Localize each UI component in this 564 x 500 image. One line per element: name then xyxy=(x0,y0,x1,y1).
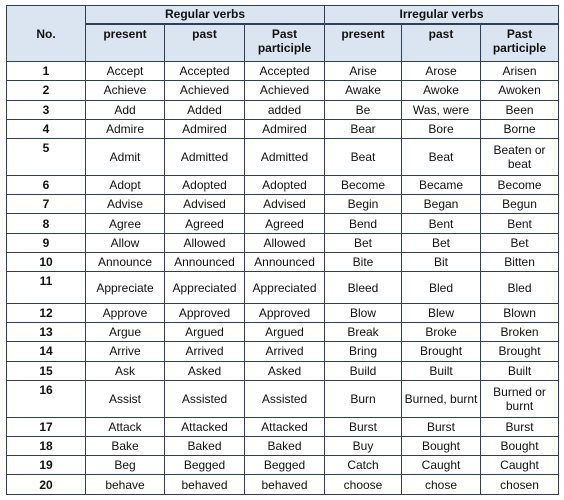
cell-regular-past: Advised xyxy=(165,195,245,214)
cell-regular-past-participle: Asked xyxy=(245,361,325,380)
table-row xyxy=(7,175,559,194)
cell-regular-past: Baked xyxy=(165,436,245,455)
row-number: 8 xyxy=(7,214,86,233)
header-regular-past: past xyxy=(165,24,245,62)
row-number: 11 xyxy=(7,272,86,304)
cell-regular-past: Appreciated xyxy=(165,272,245,304)
cell-regular-present: Admit xyxy=(86,139,165,176)
cell-regular-present: Adopt xyxy=(86,175,165,194)
cell-regular-present: Arrive xyxy=(86,342,165,361)
table-row xyxy=(7,361,559,380)
cell-irregular-past: Beat xyxy=(402,139,481,176)
cell-irregular-past-participle: Broken xyxy=(481,323,559,342)
cell-regular-present: Ask xyxy=(86,361,165,380)
cell-irregular-present: choose xyxy=(325,475,402,495)
table-row xyxy=(7,139,559,176)
row-number: 5 xyxy=(7,139,86,176)
cell-regular-past-participle: Argued xyxy=(245,323,325,342)
cell-regular-past: Assisted xyxy=(165,380,245,417)
cell-irregular-past: Built xyxy=(402,361,481,380)
table-row xyxy=(7,417,559,436)
cell-irregular-present: Burst xyxy=(325,417,402,436)
cell-regular-past: Allowed xyxy=(165,233,245,252)
cell-regular-past-participle: Allowed xyxy=(245,233,325,252)
cell-regular-present: Approve xyxy=(86,303,165,322)
cell-regular-past-participle: Assisted xyxy=(245,380,325,417)
cell-regular-present: Achieve xyxy=(86,81,165,100)
header-irregular-present: present xyxy=(325,24,402,62)
cell-regular-present: Allow xyxy=(86,233,165,252)
row-number: 17 xyxy=(7,417,86,436)
cell-irregular-past: Bent xyxy=(402,214,481,233)
cell-irregular-past-participle: Bitten xyxy=(481,252,559,271)
verb-rows xyxy=(7,62,559,495)
cell-regular-past-participle: Approved xyxy=(245,303,325,322)
cell-regular-past-participle: behaved xyxy=(245,475,325,495)
cell-regular-past-participle: Admitted xyxy=(245,139,325,176)
cell-irregular-present: Bleed xyxy=(325,272,402,304)
row-number: 12 xyxy=(7,303,86,322)
cell-irregular-past-participle: Caught xyxy=(481,456,559,475)
cell-regular-past: Approved xyxy=(165,303,245,322)
cell-irregular-present: Become xyxy=(325,175,402,194)
cell-irregular-past-participle: Begun xyxy=(481,195,559,214)
cell-irregular-past-participle: Been xyxy=(481,100,559,119)
cell-regular-past-participle: Agreed xyxy=(245,214,325,233)
header-regular-verbs: Regular verbs xyxy=(86,6,325,24)
cell-regular-present: Appreciate xyxy=(86,272,165,304)
cell-irregular-present: Bet xyxy=(325,233,402,252)
header-regular-present: present xyxy=(86,24,165,62)
row-number: 10 xyxy=(7,252,86,271)
cell-irregular-past: Arose xyxy=(402,62,481,81)
row-number: 9 xyxy=(7,233,86,252)
cell-irregular-past: Bled xyxy=(402,272,481,304)
cell-irregular-past-participle: chosen xyxy=(481,475,559,495)
cell-regular-past-participle: Achieved xyxy=(245,81,325,100)
cell-irregular-past: Bore xyxy=(402,119,481,138)
cell-regular-past-participle: Adopted xyxy=(245,175,325,194)
cell-regular-past: Achieved xyxy=(165,81,245,100)
cell-irregular-past: Became xyxy=(402,175,481,194)
cell-regular-past: Asked xyxy=(165,361,245,380)
row-number: 16 xyxy=(7,380,86,417)
header-no: No. xyxy=(7,6,86,62)
cell-irregular-past: Bought xyxy=(402,436,481,455)
cell-irregular-past-participle: Blown xyxy=(481,303,559,322)
cell-irregular-past: Bit xyxy=(402,252,481,271)
row-number: 2 xyxy=(7,81,86,100)
cell-regular-past: Arrived xyxy=(165,342,245,361)
cell-irregular-past-participle: Burned or burnt xyxy=(481,380,559,417)
row-number: 18 xyxy=(7,436,86,455)
cell-irregular-past: Caught xyxy=(402,456,481,475)
cell-irregular-past-participle: Borne xyxy=(481,119,559,138)
table-row xyxy=(7,233,559,252)
cell-regular-past: Adopted xyxy=(165,175,245,194)
cell-regular-present: Admire xyxy=(86,119,165,138)
cell-irregular-past: Broke xyxy=(402,323,481,342)
cell-regular-present: Add xyxy=(86,100,165,119)
cell-irregular-past-participle: Built xyxy=(481,361,559,380)
row-number: 20 xyxy=(7,475,86,495)
cell-irregular-present: Begin xyxy=(325,195,402,214)
table-row xyxy=(7,195,559,214)
table-row xyxy=(7,456,559,475)
cell-regular-past: Admitted xyxy=(165,139,245,176)
table-row xyxy=(7,323,559,342)
row-number: 15 xyxy=(7,361,86,380)
cell-regular-past: Accepted xyxy=(165,62,245,81)
cell-regular-present: Agree xyxy=(86,214,165,233)
header-regular-past-participle: Past participle xyxy=(245,24,325,62)
cell-irregular-past-participle: Beaten or beat xyxy=(481,139,559,176)
table-row xyxy=(7,436,559,455)
row-number: 19 xyxy=(7,456,86,475)
cell-regular-present: Bake xyxy=(86,436,165,455)
cell-regular-past: behaved xyxy=(165,475,245,495)
cell-irregular-past-participle: Become xyxy=(481,175,559,194)
cell-regular-past-participle: Baked xyxy=(245,436,325,455)
cell-irregular-past: Awoke xyxy=(402,81,481,100)
cell-irregular-present: Bite xyxy=(325,252,402,271)
cell-irregular-present: Bring xyxy=(325,342,402,361)
cell-regular-present: Argue xyxy=(86,323,165,342)
cell-regular-present: Attack xyxy=(86,417,165,436)
cell-irregular-past-participle: Bet xyxy=(481,233,559,252)
cell-irregular-past-participle: Brought xyxy=(481,342,559,361)
cell-regular-past: Admired xyxy=(165,119,245,138)
cell-irregular-present: Bend xyxy=(325,214,402,233)
cell-regular-present: behave xyxy=(86,475,165,495)
cell-irregular-past: Burned, burnt xyxy=(402,380,481,417)
cell-regular-past-participle: Appreciated xyxy=(245,272,325,304)
header-irregular-past: past xyxy=(402,24,481,62)
cell-irregular-past: Brought xyxy=(402,342,481,361)
table-row xyxy=(7,214,559,233)
table-row xyxy=(7,100,559,119)
row-number: 14 xyxy=(7,342,86,361)
cell-regular-past: Agreed xyxy=(165,214,245,233)
cell-regular-present: Announce xyxy=(86,252,165,271)
row-number: 13 xyxy=(7,323,86,342)
row-number: 3 xyxy=(7,100,86,119)
cell-irregular-present: Arise xyxy=(325,62,402,81)
cell-regular-past-participle: Announced xyxy=(245,252,325,271)
row-number: 7 xyxy=(7,195,86,214)
table-row xyxy=(7,62,559,81)
table-row xyxy=(7,342,559,361)
cell-regular-past-participle: added xyxy=(245,100,325,119)
cell-irregular-past: Bet xyxy=(402,233,481,252)
cell-regular-past-participle: Begged xyxy=(245,456,325,475)
cell-irregular-past-participle: Burst xyxy=(481,417,559,436)
cell-irregular-present: Beat xyxy=(325,139,402,176)
verb-table xyxy=(6,5,559,495)
cell-irregular-present: Burn xyxy=(325,380,402,417)
table-row xyxy=(7,272,559,304)
table-row xyxy=(7,81,559,100)
table-row xyxy=(7,252,559,271)
cell-irregular-past-participle: Bled xyxy=(481,272,559,304)
cell-irregular-present: Bear xyxy=(325,119,402,138)
cell-regular-past-participle: Attacked xyxy=(245,417,325,436)
table-row xyxy=(7,475,559,495)
cell-regular-present: Beg xyxy=(86,456,165,475)
cell-irregular-past: Blew xyxy=(402,303,481,322)
cell-irregular-present: Break xyxy=(325,323,402,342)
cell-irregular-past-participle: Bought xyxy=(481,436,559,455)
cell-irregular-past: Began xyxy=(402,195,481,214)
cell-regular-present: Advise xyxy=(86,195,165,214)
cell-regular-past: Argued xyxy=(165,323,245,342)
cell-regular-present: Accept xyxy=(86,62,165,81)
cell-irregular-present: Catch xyxy=(325,456,402,475)
cell-regular-past: Begged xyxy=(165,456,245,475)
cell-regular-past-participle: Arrived xyxy=(245,342,325,361)
cell-irregular-past: Was, were xyxy=(402,100,481,119)
cell-regular-past: Added xyxy=(165,100,245,119)
cell-regular-past: Attacked xyxy=(165,417,245,436)
cell-irregular-past: Burst xyxy=(402,417,481,436)
cell-irregular-past-participle: Bent xyxy=(481,214,559,233)
cell-irregular-past-participle: Awoken xyxy=(481,81,559,100)
cell-irregular-present: Awake xyxy=(325,81,402,100)
cell-irregular-present: Build xyxy=(325,361,402,380)
header-irregular-verbs: Irregular verbs xyxy=(325,6,559,24)
cell-irregular-past: chose xyxy=(402,475,481,495)
cell-irregular-present: Buy xyxy=(325,436,402,455)
cell-irregular-past-participle: Arisen xyxy=(481,62,559,81)
row-number: 1 xyxy=(7,62,86,81)
cell-regular-past-participle: Admired xyxy=(245,119,325,138)
table-row xyxy=(7,119,559,138)
cell-regular-past-participle: Advised xyxy=(245,195,325,214)
table-row xyxy=(7,303,559,322)
cell-regular-past-participle: Accepted xyxy=(245,62,325,81)
table-row xyxy=(7,380,559,417)
row-number: 4 xyxy=(7,119,86,138)
cell-regular-past: Announced xyxy=(165,252,245,271)
cell-irregular-present: Be xyxy=(325,100,402,119)
cell-regular-present: Assist xyxy=(86,380,165,417)
header-irregular-past-participle: Past participle xyxy=(481,24,559,62)
row-number: 6 xyxy=(7,175,86,194)
cell-irregular-present: Blow xyxy=(325,303,402,322)
